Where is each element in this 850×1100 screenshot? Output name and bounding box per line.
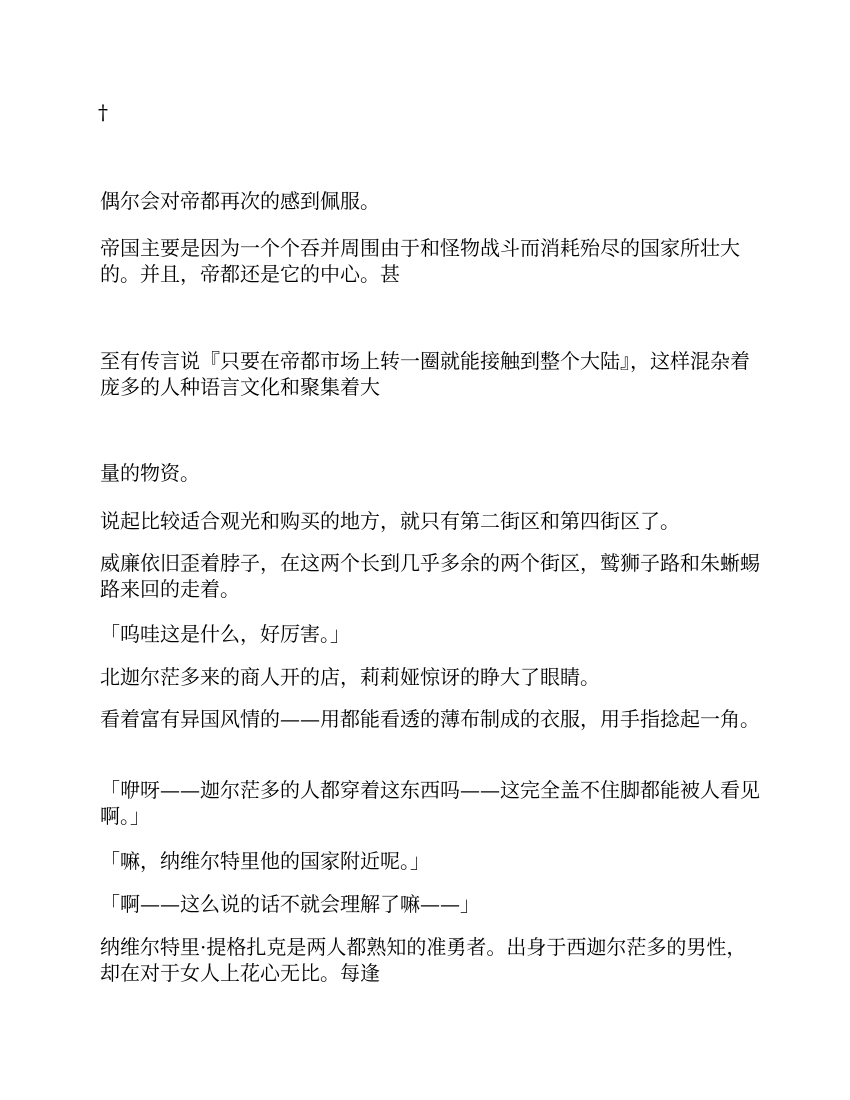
paragraph-4: 量的物资。 — [100, 461, 200, 485]
paragraph-9: 看着富有异国风情的——用都能看透的薄布制成的衣服，用手指捻起一角。 — [100, 707, 760, 731]
paragraph-7: 「呜哇这是什么，好厉害。」 — [100, 622, 350, 646]
paragraph-8: 北迦尔茫多来的商人开的店，莉莉娅惊讶的睁大了眼睛。 — [100, 665, 600, 689]
paragraph-2: 帝国主要是因为一个个吞并周围由于和怪物战斗而消耗殆尽的国家所壮大的。并且，帝都还是它的中心。甚 — [100, 236, 740, 286]
paragraph-12: 「啊——这么说的话不就会理解了嘛——」 — [100, 892, 480, 916]
paragraph-5: 说起比较适合观光和购买的地方，就只有第二街区和第四街区了。 — [100, 509, 680, 533]
paragraph-1: 偶尔会对帝都再次的感到佩服。 — [100, 189, 380, 213]
paragraph-11: 「嘛，纳维尔特里他的国家附近呢。」 — [100, 849, 430, 873]
paragraph-10: 「咿呀——迦尔茫多的人都穿着这东西吗——这完全盖不住脚都能被人看见啊。」 — [100, 778, 760, 828]
paragraph-3: 至有传言说『只要在帝都市场上转一圈就能接触到整个大陆』，这样混杂着庞多的人种语言文化和聚集着大 — [100, 349, 750, 399]
paragraph-13: 纳维尔特里·提格扎克是两人都熟知的准勇者。出身于西迦尔茫多的男性，却在对于女人上花心无比。每逢 — [100, 935, 747, 985]
section-marker: † — [98, 100, 108, 124]
paragraph-6: 威廉依旧歪着脖子，在这两个长到几乎多余的两个街区，鹫狮子路和朱蜥蜴路来回的走着。 — [100, 551, 760, 601]
